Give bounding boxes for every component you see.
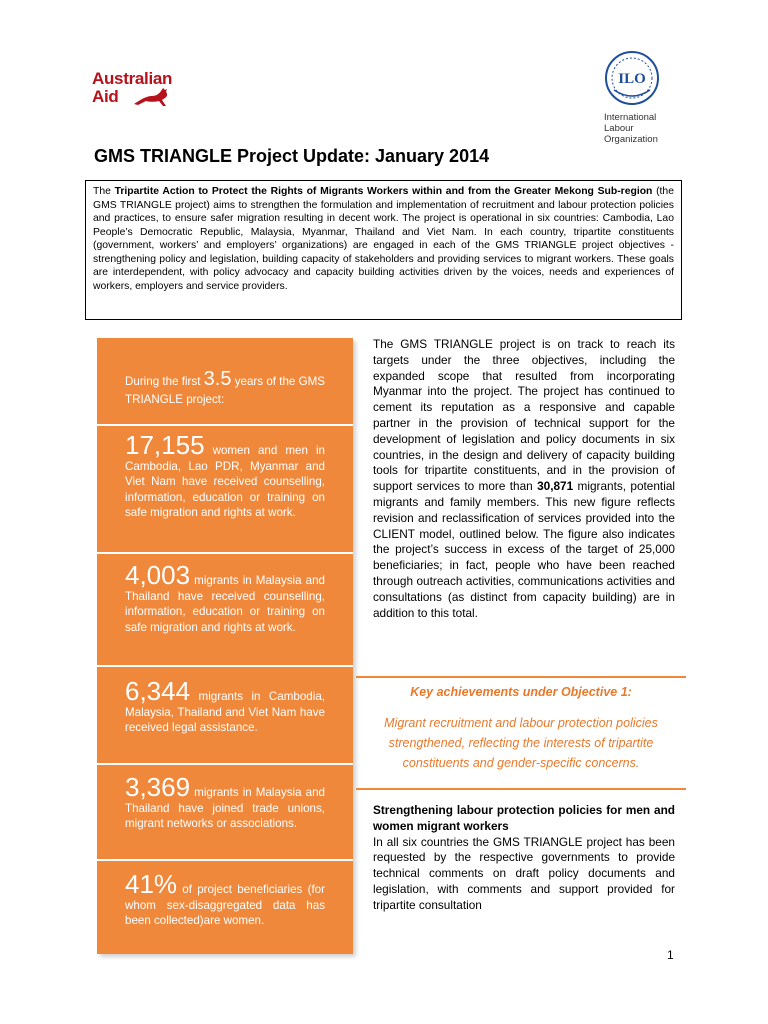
beneficiary-count: 30,871 [537, 479, 574, 494]
section-rule [356, 788, 686, 790]
stat-item [125, 871, 325, 929]
ilo-name-line2: Labour [604, 123, 634, 134]
ilo-emblem-text: ILO [618, 71, 646, 87]
section-block [373, 803, 675, 914]
ilo-name-line1: International [604, 112, 657, 123]
intro-bold-title: Tripartite Action to Protect the Rights of Migrants Workers within and from the Greater Mekong Sub-region [114, 186, 653, 197]
main-paragraph [373, 337, 675, 621]
stat-item [125, 562, 325, 635]
sidebar-divider [97, 552, 353, 554]
stat-number: 6,344 [125, 676, 191, 706]
kangaroo-icon [132, 86, 176, 108]
australian-aid-logo-line1: Australian [92, 69, 173, 88]
main-paragraph-a: The GMS TRIANGLE project is on track to reach its targets under the three objectives, including the expanded scope that resulted from incorporating Myanmar into the project. The project has continued to cement its reputation as a responsive and capable partner in the provision of technical support for the development of legislation and policy documents in six countries, in the design and delivery of capacity building tools for tripartite constituents, and in the provision of support services to more than [373, 337, 675, 494]
stat-text: migrants in Malaysia and Thailand have joined trade unions, migrant networks or associations. [125, 786, 325, 831]
key-achievements-heading: Key achievements under Objective 1: [410, 685, 632, 699]
section-body: In all six countries the GMS TRIANGLE project has been requested by the respective governments to provide technical comments on draft policy documents and legislation, with comments and support provided for tripartite consultation [373, 834, 675, 912]
key-achievements-text: Migrant recruitment and labour protection policies strengthened, reflecting the interests of tripartite constituents and gender-specific concerns. [384, 716, 658, 770]
page-title: GMS TRIANGLE Project Update: January 2014 [94, 146, 490, 166]
sidebar-intro-text-a: During the first [125, 375, 204, 388]
stat-item [125, 774, 325, 832]
page-number: 1 [667, 948, 674, 962]
section-rule [356, 676, 686, 678]
stats-sidebar [97, 338, 353, 954]
stat-text: migrants in Malaysia and Thailand have received counselling, information, education or training on safe migration and rights at work. [125, 574, 325, 634]
sidebar-intro-number: 3.5 [203, 368, 232, 390]
sidebar-divider [97, 859, 353, 861]
intro-lead: The [93, 186, 115, 197]
sidebar-divider [97, 424, 353, 426]
stat-number: 41% [125, 869, 178, 899]
stat-number: 4,003 [125, 560, 191, 590]
intro-box [85, 180, 682, 320]
intro-body: (the GMS TRIANGLE project) aims to strengthen the formulation and implementation of recruitment and labour protection policies and practices, to ensure safer migration resulting in decent work. The project is operational in six countries: Cambodia, Lao People’s Democratic Republic, Malaysia, Myanmar, Thailand and Viet Nam. In each country, tripartite constituents (government, workers’ and employers’ organizations) are engaged in each of the GMS TRIANGLE project objectives - strengthening policy and legislation, building capacity of stakeholders and providing services to migrant workers. These goals are interdependent, with policy advocacy and capacity building activities driven by the voices, needs and experiences of workers, employers and service providers. [93, 186, 674, 292]
section-heading: Strengthening labour protection policies for men and women migrant workers [373, 803, 675, 833]
ilo-emblem-icon [604, 50, 660, 106]
stat-text: women and men in Cambodia, Lao PDR, Myanmar and Viet Nam have received counselling, information, education or training on safe migration and rights at work. [125, 444, 325, 520]
sidebar-intro-text-b: years of the GMS TRIANGLE project: [125, 375, 325, 406]
stat-item [125, 432, 325, 521]
australian-aid-logo [92, 68, 182, 112]
stat-number: 3,369 [125, 772, 191, 802]
australian-aid-logo-line2: Aid [92, 87, 119, 106]
ilo-name [604, 112, 704, 145]
stat-text: migrants in Cambodia, Malaysia, Thailand and Viet Nam have received legal assistance. [125, 690, 325, 735]
main-paragraph-b: migrants, potential migrants and family members. This new figure reflects revision and reclassification of services provided into the CLIENT model, outlined below. The figure also indicates the project’s success in excess of the target of 25,000 beneficiaries; in fact, people who have been reached through outreach activities, communications activities and consultations (as distinct from capacity building) are in addition to this total. [373, 479, 675, 620]
stat-text: of project beneficiaries (for whom sex-disaggregated data has been collected)are women. [125, 883, 325, 928]
ilo-name-line3: Organization [604, 134, 658, 145]
stat-number: 17,155 [125, 430, 205, 460]
sidebar-divider [97, 665, 353, 667]
sidebar-divider [97, 763, 353, 765]
sidebar-intro [125, 366, 325, 408]
stat-item [125, 678, 325, 736]
